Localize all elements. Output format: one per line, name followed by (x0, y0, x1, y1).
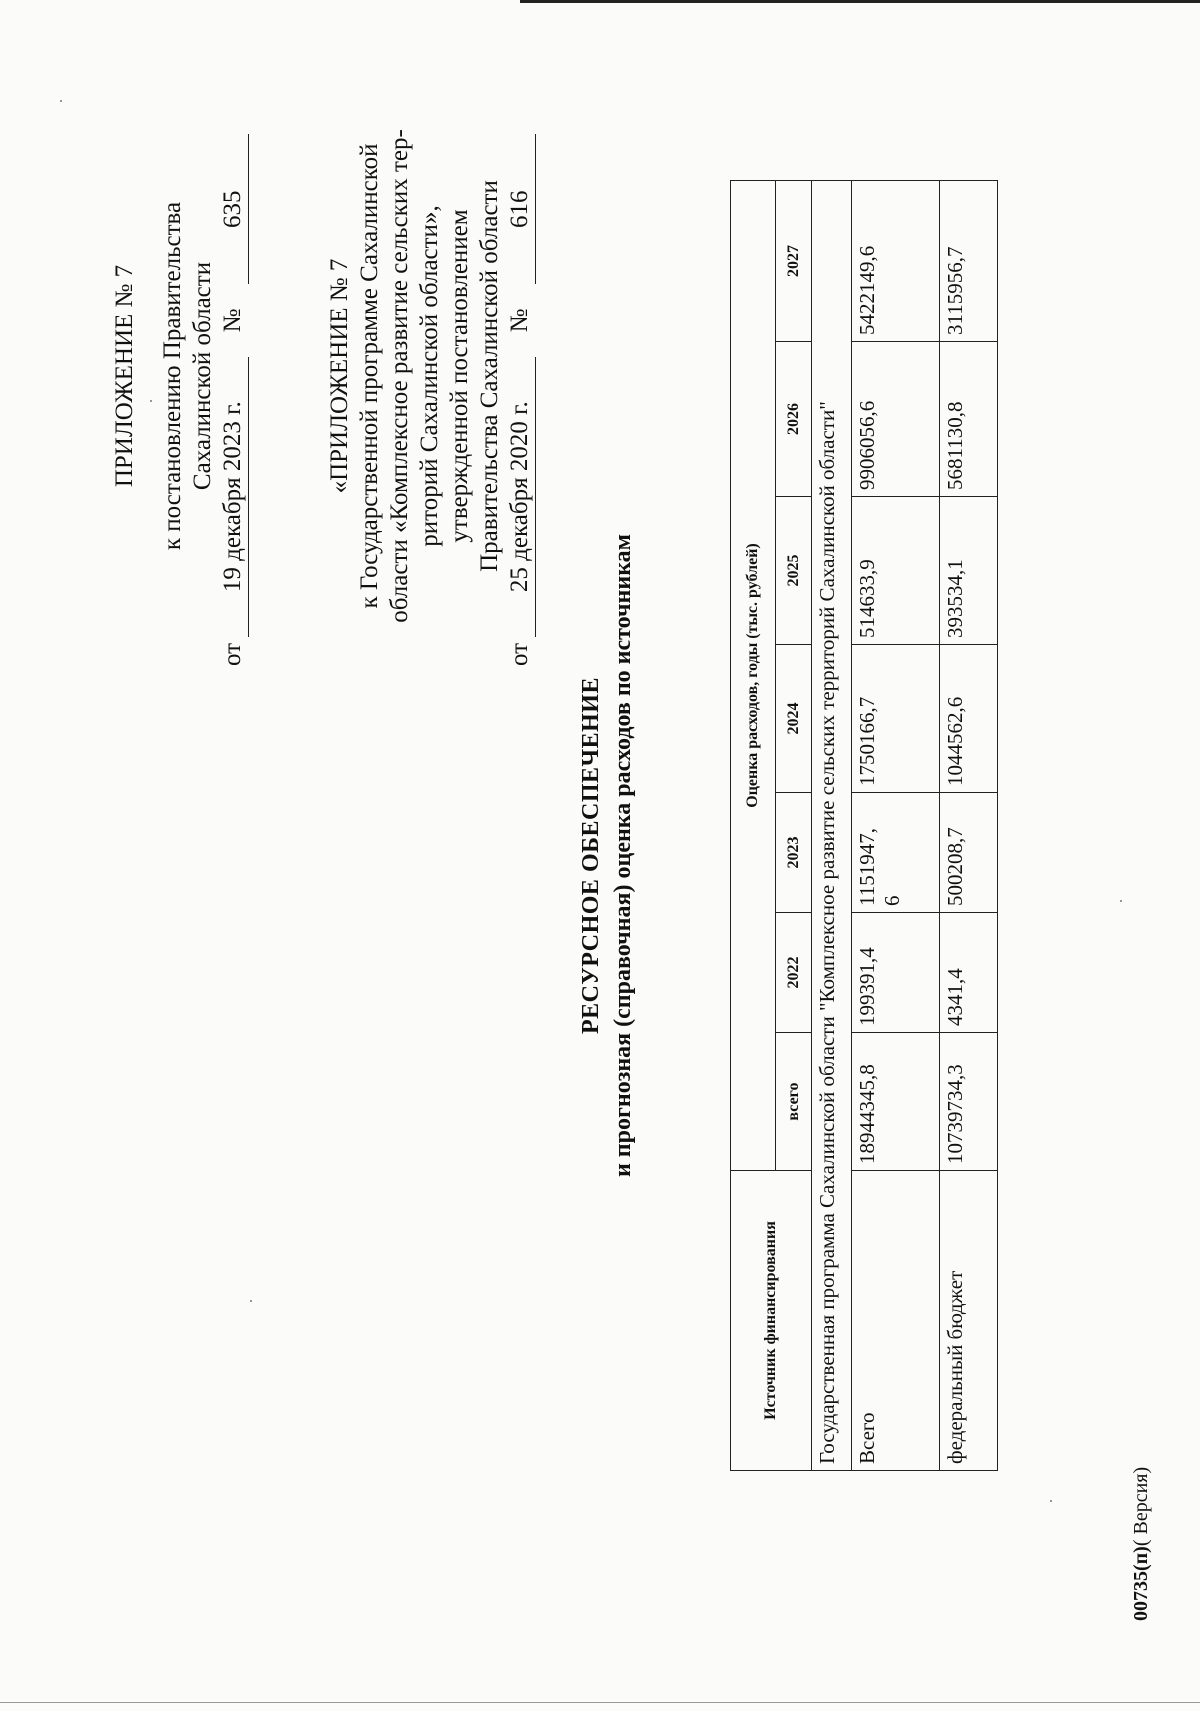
header-original-line2: области «Комплексное развитие сельских тер- (386, 129, 413, 623)
cell-2023: 500208,7 (940, 793, 998, 913)
header-source: Источник финансирования (731, 1171, 812, 1471)
cell-2026: 9906056,6 (852, 342, 940, 497)
header-original-number-label: № (506, 308, 533, 333)
program-row: Государственная программа Сахалинской области "Комплексное развитие сельских территорий Сахалинской области" (812, 180, 852, 1470)
cell-2024: 1750166,7 (852, 645, 940, 793)
cell-2024: 1044562,6 (940, 645, 998, 793)
header-current-line1: к постановлению Правительства (159, 201, 186, 551)
header-year-2026: 2026 (776, 342, 812, 497)
header-original-title: «ПРИЛОЖЕНИЕ № 7 (326, 258, 353, 494)
row-label: федеральный бюджет (940, 1171, 998, 1471)
header-original-line5: Правительства Сахалинской области (476, 180, 503, 572)
cell-total: 10739734,3 (940, 1033, 998, 1171)
header-current-title: ПРИЛОЖЕНИЕ № 7 (111, 264, 138, 488)
cell-2023: 1151947, 6 (852, 793, 940, 913)
header-group: Оценка расходов, годы (тыс. рублей) (731, 180, 776, 1170)
header-current (110, 96, 249, 666)
header-original-date: 25 декабря 2020 г. (505, 357, 536, 637)
header-year-2022: 2022 (776, 913, 812, 1033)
header-original-number: 616 (505, 134, 536, 284)
scan-speck (250, 1300, 252, 1302)
cell-2022: 199391,4 (852, 913, 940, 1033)
header-current-number-label: № (219, 308, 246, 333)
scan-speck (150, 400, 152, 402)
resource-table (730, 180, 998, 1471)
header-year-2024: 2024 (776, 645, 812, 793)
header-year-total: всего (776, 1033, 812, 1171)
footer-code-number: 00735(п) (1130, 1546, 1152, 1621)
row-label: Всего (852, 1171, 940, 1471)
cell-2025: 514633,9 (852, 497, 940, 645)
scan-speck (60, 100, 62, 102)
scan-speck (1120, 900, 1122, 902)
document-title: РЕСУРСНОЕ ОБЕСПЕЧЕНИЕ (578, 677, 604, 1034)
header-original-line4: утвержденной постановлением (446, 209, 473, 543)
header-current-line2: Сахалинской области (189, 261, 216, 491)
header-current-number: 635 (218, 134, 249, 284)
header-original-line3: риторий Сахалинской области», (416, 205, 443, 547)
cell-total: 18944345,8 (852, 1033, 940, 1171)
header-original (325, 96, 536, 666)
footer-code (1130, 1467, 1153, 1621)
document-subtitle: и прогнозная (справочная) оценка расходов по источникам (610, 533, 636, 1178)
header-current-from: от (219, 642, 246, 666)
scan-speck (1050, 1500, 1052, 1502)
table-row (852, 180, 940, 1470)
table-row (940, 180, 998, 1470)
cell-2026: 5681130,8 (940, 342, 998, 497)
header-year-2027: 2027 (776, 180, 812, 341)
cell-2027: 3115956,7 (940, 180, 998, 341)
header-original-line1: к Государственной программе Сахалинской (356, 143, 383, 609)
cell-2025: 393534,1 (940, 497, 998, 645)
footer-version: ( Версия) (1130, 1466, 1152, 1547)
header-current-date: 19 декабря 2023 г. (218, 357, 249, 637)
cell-2027: 5422149,6 (852, 180, 940, 341)
cell-2022: 4341,4 (940, 913, 998, 1033)
header-year-2025: 2025 (776, 497, 812, 645)
header-original-from: от (506, 642, 533, 666)
header-year-2023: 2023 (776, 793, 812, 913)
